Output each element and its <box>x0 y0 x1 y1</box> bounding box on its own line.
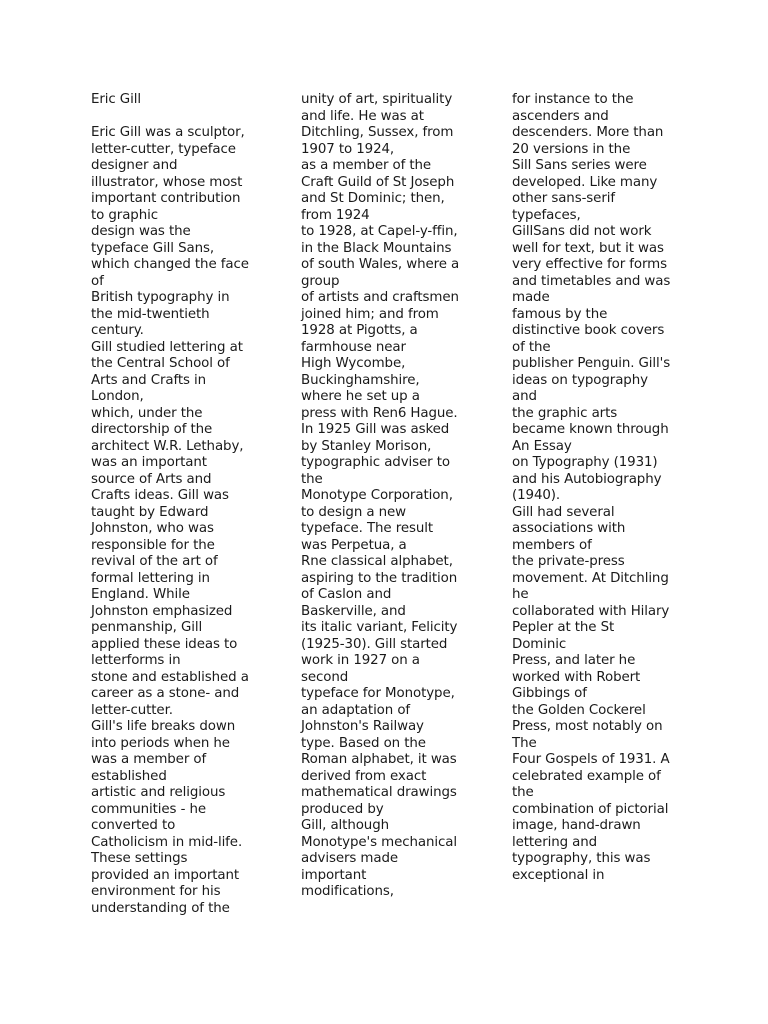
text-line: Gill's life breaks down <box>91 719 236 734</box>
text-line: of south Wales, where a <box>301 257 460 272</box>
text-line: applied these ideas to <box>91 636 238 652</box>
text-line: on Typography (1931) <box>512 455 658 470</box>
text-line: Buckinghamshire, <box>301 372 420 388</box>
text-line: responsible for the <box>91 537 215 553</box>
document-title: Eric Gill <box>91 92 141 107</box>
text-line: These settings <box>91 851 188 866</box>
text-line: typeface Gill Sans, <box>91 240 215 256</box>
text-line: Dominic <box>512 636 567 652</box>
text-line: work in 1927 on a <box>301 653 420 668</box>
column-1-lines <box>91 125 301 917</box>
text-line: in the Black Mountains <box>301 240 452 256</box>
text-line: derived from exact <box>301 768 427 784</box>
text-line: well for text, but it was <box>512 240 664 256</box>
text-line: letterforms in <box>91 653 181 668</box>
text-line: descenders. More than <box>512 125 664 140</box>
text-line: Four Gospels of 1931. A <box>512 752 670 767</box>
text-line: lettering and <box>512 834 598 850</box>
text-line: Gill studied lettering at <box>91 339 243 355</box>
text-line: Arts and Crafts in <box>91 372 207 388</box>
text-line: movement. At Ditchling <box>512 570 669 586</box>
text-line: second <box>301 669 349 685</box>
text-line: unity of art, spirituality <box>301 92 453 107</box>
text-line: mathematical drawings <box>301 785 457 800</box>
text-line: Pepler at the St <box>512 620 615 635</box>
text-line: designer and <box>91 158 178 173</box>
text-line: provided an important <box>91 867 240 883</box>
text-line: directorship of the <box>91 422 213 437</box>
text-line: of artists and craftsmen <box>301 290 459 305</box>
text-line: GillSans did not work <box>512 224 652 239</box>
text-line: An Essay <box>512 438 572 454</box>
text-column-1 <box>91 92 301 917</box>
text-line: famous by the <box>512 306 608 322</box>
text-line: converted to <box>91 818 176 833</box>
text-line: and <box>512 389 537 404</box>
text-line: to graphic <box>91 207 158 223</box>
text-line: Eric Gill was a sculptor, <box>91 125 245 140</box>
text-line: Press, and later he <box>512 653 636 668</box>
text-line: Gill had several <box>512 504 615 520</box>
text-line: penmanship, Gill <box>91 620 203 635</box>
text-line: where he set up a <box>301 389 420 404</box>
text-line: and timetables and was <box>512 273 671 289</box>
text-line: aspiring to the tradition <box>301 570 458 586</box>
text-line: type. Based on the <box>301 735 426 751</box>
text-line: High Wycombe, <box>301 356 406 371</box>
text-line: Gibbings of <box>512 686 587 701</box>
text-line: combination of pictorial <box>512 801 669 817</box>
text-line: formal lettering in <box>91 570 210 586</box>
text-line: worked with Robert <box>512 669 641 685</box>
text-line: Ditchling, Sussex, from <box>301 125 454 140</box>
text-line: distinctive book covers <box>512 323 665 338</box>
text-line: source of Arts and <box>91 471 212 487</box>
text-line: and St Dominic; then, <box>301 191 445 206</box>
text-line: publisher Penguin. Gill's <box>512 356 671 371</box>
column-3-lines <box>512 92 722 884</box>
text-line: stone and established a <box>91 669 249 685</box>
text-line: century. <box>91 323 144 338</box>
text-line: important <box>301 867 367 883</box>
text-line: Johnston emphasized <box>91 603 233 619</box>
text-line: typeface. The result <box>301 521 433 536</box>
text-line: members of <box>512 537 592 553</box>
text-line: image, hand-drawn <box>512 818 641 833</box>
text-line: understanding of the <box>91 900 230 916</box>
text-line: important contribution <box>91 191 241 206</box>
text-line: London, <box>91 389 144 404</box>
text-line: and his Autobiography <box>512 471 662 487</box>
text-line: revival of the art of <box>91 554 218 569</box>
text-line: established <box>91 768 167 784</box>
text-line: group <box>301 273 340 289</box>
text-line: letter-cutter. <box>91 702 173 718</box>
text-line: from 1924 <box>301 207 370 223</box>
text-line: for instance to the <box>512 92 634 107</box>
text-line: produced by <box>301 801 384 817</box>
text-line: he <box>512 587 529 602</box>
text-line: architect W.R. Lethaby, <box>91 438 244 454</box>
text-line: made <box>512 290 550 305</box>
text-line: by Stanley Morison, <box>301 438 432 454</box>
text-line: The <box>512 735 537 751</box>
text-line: environment for his <box>91 884 221 899</box>
text-line: which changed the face <box>91 257 249 272</box>
text-line: joined him; and from <box>301 306 439 322</box>
text-line: into periods when he <box>91 735 230 751</box>
text-column-2 <box>301 92 511 901</box>
text-line: and life. He was at <box>301 108 424 124</box>
text-line: Johnston, who was <box>91 521 214 536</box>
text-line: as a member of the <box>301 158 432 173</box>
text-line: other sans-serif <box>512 191 615 206</box>
text-line: was Perpetua, a <box>301 537 407 553</box>
text-line: which, under the <box>91 405 203 421</box>
text-line: of Caslon and <box>301 587 392 602</box>
text-line: collaborated with Hilary <box>512 603 670 619</box>
text-line: an adaptation of <box>301 702 411 718</box>
text-line: taught by Edward <box>91 504 209 520</box>
text-line: design was the <box>91 224 191 239</box>
text-line: 20 versions in the <box>512 141 631 157</box>
text-line: press with Ren6 Hague. <box>301 405 458 421</box>
text-line: 1907 to 1924, <box>301 141 395 157</box>
text-line: the Central School of <box>91 356 230 371</box>
text-column-3 <box>512 92 722 884</box>
text-line: advisers made <box>301 851 398 866</box>
text-line: the mid-twentieth <box>91 306 210 322</box>
text-line: typefaces, <box>512 207 581 223</box>
text-line: the Golden Cockerel <box>512 702 646 718</box>
text-line: Baskerville, and <box>301 603 406 619</box>
text-line: to 1928, at Capel-y-ffin, <box>301 224 458 239</box>
text-line: Johnston's Railway <box>301 719 424 734</box>
blank-line <box>91 109 301 126</box>
text-line: was a member of <box>91 752 207 767</box>
text-line: to design a new <box>301 504 407 520</box>
text-line: Monotype Corporation, <box>301 488 453 503</box>
text-line: very effective for forms <box>512 257 667 272</box>
text-line: British typography in <box>91 290 230 305</box>
text-line: Roman alphabet, it was <box>301 752 457 767</box>
text-line: typographic adviser to <box>301 455 450 470</box>
text-line: of the <box>512 339 551 355</box>
text-line: 1928 at Pigotts, a <box>301 323 418 338</box>
text-line: the <box>512 785 534 800</box>
text-line: Crafts ideas. Gill was <box>91 488 229 503</box>
text-line: of <box>91 273 104 289</box>
text-line: Gill, although <box>301 818 389 833</box>
text-line: exceptional in <box>512 867 605 883</box>
column-2-lines <box>301 92 511 901</box>
text-line: letter-cutter, typeface <box>91 141 236 157</box>
text-line: developed. Like many <box>512 174 658 190</box>
text-line: career as a stone- and <box>91 686 240 701</box>
text-line: Rne classical alphabet, <box>301 554 453 569</box>
text-line: (1940). <box>512 488 561 503</box>
text-line: Press, most notably on <box>512 719 663 734</box>
text-line: associations with <box>512 521 626 536</box>
text-line: celebrated example of <box>512 768 661 784</box>
text-line: communities - he <box>91 801 206 817</box>
text-line: farmhouse near <box>301 339 406 355</box>
text-line: Sill Sans series were <box>512 158 647 173</box>
text-line: was an important <box>91 455 207 470</box>
text-line: Craft Guild of St Joseph <box>301 174 455 190</box>
text-line: the private-press <box>512 554 625 569</box>
text-line: ascenders and <box>512 108 609 124</box>
text-line: the <box>301 471 323 487</box>
text-line: (1925-30). Gill started <box>301 636 448 652</box>
text-line: illustrator, whose most <box>91 174 243 190</box>
text-line: the graphic arts <box>512 405 618 421</box>
text-line: ideas on typography <box>512 372 648 388</box>
text-line: its italic variant, Felicity <box>301 620 458 635</box>
text-line: England. While <box>91 587 190 602</box>
text-line: typeface for Monotype, <box>301 686 455 701</box>
text-line: In 1925 Gill was asked <box>301 422 450 437</box>
text-line: Catholicism in mid-life. <box>91 834 243 850</box>
text-line: modifications, <box>301 884 394 899</box>
text-line: Monotype's mechanical <box>301 834 457 850</box>
text-line: typography, this was <box>512 851 651 866</box>
text-line: became known through <box>512 422 669 437</box>
text-line: artistic and religious <box>91 785 226 800</box>
